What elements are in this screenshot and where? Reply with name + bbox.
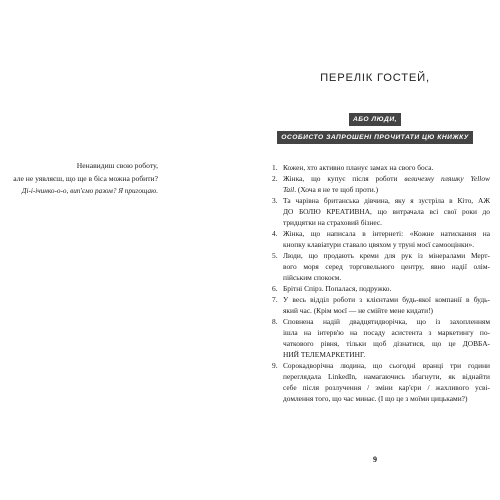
list-item-line: ішла на інтерв'ю на посаду асистента з маркетингу по- [283, 328, 490, 337]
list-item-text [283, 195, 490, 228]
list-item-text [283, 283, 490, 294]
list-item [272, 195, 490, 228]
list-item [272, 250, 490, 283]
list-item-line: Жінка, що купує після роботи величезну пляшку Yellow [283, 174, 490, 183]
list-item-number: 4. [272, 229, 278, 238]
list-item-line: НИЙ ТЕЛЕМАРКЕТИНГ. [283, 350, 366, 359]
list-item-number: 3. [272, 196, 278, 205]
page-number: 9 [373, 455, 377, 464]
list-item-number: 8. [272, 317, 278, 326]
list-item-text [283, 250, 490, 283]
tagline-line: АБО ЛЮДИ, [349, 113, 401, 126]
emphasis: Tail [283, 185, 295, 194]
list-item-line: Та чарівна британська дівчина, яку я зустріла в Кіто, АЖ [283, 196, 490, 205]
list-item [272, 173, 490, 195]
list-item [272, 316, 490, 360]
list-item-line: Люди, що продають креми для рук із мінералами Мерт- [283, 251, 490, 260]
list-item-line: Кожен, хто активно планує замах на свого боса. [283, 163, 434, 172]
list-item-text [283, 360, 490, 404]
tagline [250, 108, 500, 144]
list-item [272, 283, 490, 294]
list-item-line: себе після розлучення / зміни кар'єри / жахливого усві- [283, 383, 490, 392]
tagline-line: ОСОБИСТО ЗАПРОШЕНІ ПРОЧИТАТИ ЦЮ КНИЖКУ [277, 131, 473, 144]
list-item-line: пійським спокоєм. [283, 273, 342, 282]
list-item-text [283, 316, 490, 360]
list-item-number: 7. [272, 295, 278, 304]
emphasis: величезну пляшку Yellow [404, 174, 490, 183]
epigraph-line-italic: Ді-і-ічинко-о-о, вип'ємо разом? Я пригощаю. [21, 187, 158, 195]
list-item [272, 162, 490, 173]
list-item-number: 9. [272, 361, 278, 370]
epigraph [0, 160, 158, 198]
list-item-number: 6. [272, 284, 278, 293]
list-item-number: 5. [272, 251, 278, 260]
list-item-line: Tail. (Хоча я не те щоб проти.) [283, 185, 379, 194]
list-item-line: Сорокадворічна людина, що сьогодні вранці три години [283, 361, 490, 370]
list-item-text [283, 173, 490, 195]
list-item-text [283, 162, 490, 173]
list-item-line: домлення того, що час минає. (І що це з моїми цицьками?) [283, 394, 468, 403]
list-item-text [283, 228, 490, 250]
list-item [272, 228, 490, 250]
list-item-line: який час. (Крім моєї — не смійте мене кидати!) [283, 306, 434, 315]
list-item-line: чаткового рівня, тільки щоб дізнатися, що це ДОВБА- [283, 339, 490, 348]
list-item [272, 294, 490, 316]
list-item-line: Брітні Спірз. Попалася, подружко. [283, 284, 392, 293]
list-item-line: переглядала LinkedIn, намагаючись збагнути, як віднайти [283, 372, 490, 381]
list-item [272, 360, 490, 404]
list-item-line: ДО БОЛЮ КРЕАТИВНА, що витрачала всі свої роки до [283, 207, 490, 216]
list-item-line: У весь відділ роботи з клієнтами будь-якої компанії в будь- [283, 295, 490, 304]
epigraph-line: але не уявляєш, що ще в біса можна робити? [13, 173, 158, 183]
list-item-number: 2. [272, 174, 278, 183]
list-item-number: 1. [272, 163, 278, 172]
list-item-text [283, 294, 490, 316]
list-item-line: кнопку клавіатури ставало цвяхом у труні моєї самооцінки». [283, 240, 475, 249]
list-item-line: Сповнена надій двадцятидворічка, що із захопленням [283, 317, 490, 326]
epigraph-line: Ненавидиш свою роботу, [76, 161, 158, 170]
guest-list [272, 162, 490, 404]
page-title: ПЕРЕЛІК ГОСТЕЙ, [320, 72, 430, 84]
list-item-line: тридцятки на страховий бізнес. [283, 218, 383, 227]
list-item-line: Жінка, що написала в інтернеті: «Кожне натискання на [283, 229, 490, 238]
right-page [250, 0, 500, 500]
list-item-line: вого моря серед торговельного центру, явно надії олім- [283, 262, 490, 271]
